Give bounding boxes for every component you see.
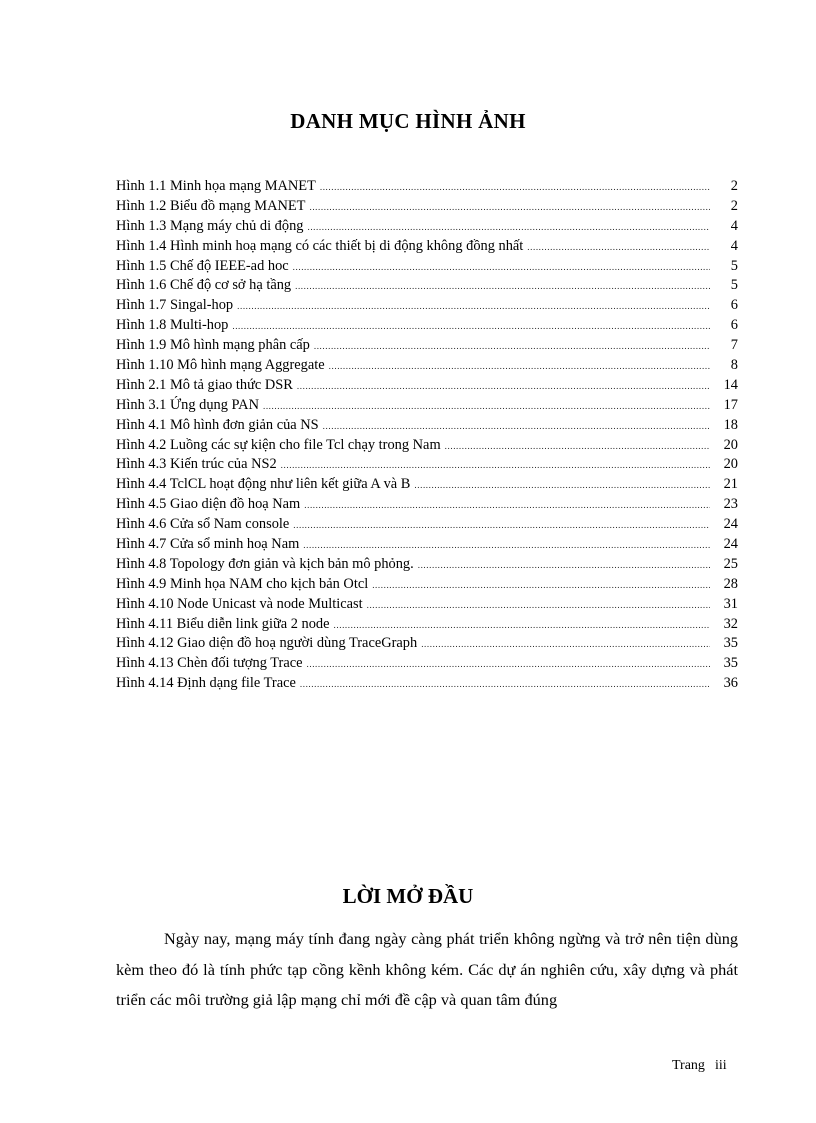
figure-entry [116,595,738,615]
figure-label: Hình 4.1 Mô hình đơn giản của NS [116,416,319,433]
footer-page-label: Trang [672,1058,705,1073]
figure-entry [116,555,738,575]
figure-entry [116,316,738,336]
figure-label: Hình 1.10 Mô hình mạng Aggregate [116,357,325,374]
dot-leader [372,576,710,596]
figure-entry [116,455,738,475]
figure-entry [116,515,738,535]
figure-page: 17 [723,396,738,413]
figure-label: Hình 4.6 Cửa sổ Nam console [116,516,290,533]
dot-leader [297,377,710,397]
figure-label: Hình 4.3 Kiến trúc của NS2 [116,456,277,473]
figure-page: 20 [723,436,738,453]
figure-entry [116,615,738,635]
figure-entry [116,475,738,495]
figure-entry [116,336,738,356]
dot-leader [367,596,710,616]
figure-entry [116,416,738,436]
preface-title: LỜI MỞ ĐẦU [342,884,474,908]
figure-list [116,177,738,694]
dot-leader [293,258,710,278]
figure-entry [116,197,738,217]
figure-label: Hình 1.2 Biểu đồ mạng MANET [116,197,306,214]
figure-entry [116,237,738,257]
figure-label: Hình 4.7 Cửa sổ minh hoạ Nam [116,536,300,553]
figure-label: Hình 4.12 Giao diện đồ hoạ người dùng TraceGraph [116,635,418,652]
figure-label: Hình 4.2 Luồng các sự kiện cho file Tcl chạy trong Nam [116,436,441,453]
figure-page: 28 [723,575,738,592]
figure-entry [116,276,738,296]
figure-entry [116,376,738,396]
figure-label: Hình 4.5 Giao diện đồ hoạ Nam [116,496,301,513]
figure-entry [116,634,738,654]
figure-page: 36 [723,675,738,692]
figure-label: Hình 4.10 Node Unicast và node Multicast [116,595,363,612]
figure-entry [116,654,738,674]
figure-label: Hình 1.1 Minh họa mạng MANET [116,178,316,194]
figure-page: 24 [723,516,738,533]
figure-page: 35 [723,655,738,672]
figure-entry [116,575,738,595]
figure-page: 2 [730,178,738,194]
page-footer [672,1058,727,1074]
figure-page: 6 [730,297,738,314]
figure-entry [116,495,738,515]
figure-page: 2 [730,197,738,214]
figure-page: 24 [723,536,738,553]
dot-leader [309,198,710,218]
figure-entry [116,177,738,197]
dot-leader [445,437,710,457]
figure-page: 35 [723,635,738,652]
figure-page: 14 [723,376,738,393]
dot-leader [307,218,710,238]
figure-page: 20 [723,456,738,473]
figure-page: 21 [723,476,738,493]
preface-paragraph: Ngày nay, mạng máy tính đang ngày càng phát triển không ngừng và trở nên tiện dùng kèm theo đó là tính phức tạp cồng kềnh không kém. Các dự án nghiên cứu, xây dựng và phát triển các môi trường giả lập mạng chỉ mới đề cập và quan tâm đúng [116,929,738,1009]
dot-leader [307,655,711,675]
figure-page: 18 [723,416,738,433]
dot-leader [414,476,710,496]
dot-leader [314,337,710,357]
dot-leader [323,417,710,437]
figure-page: 5 [730,277,738,294]
dot-leader [334,616,710,636]
dot-leader [263,397,710,417]
figure-page: 4 [730,237,738,254]
dot-leader [281,456,710,476]
figure-page: 5 [730,257,738,274]
dot-leader [237,297,710,317]
figure-label: Hình 1.9 Mô hình mạng phân cấp [116,337,310,354]
figure-label: Hình 1.8 Multi-hop [116,317,229,334]
dot-leader [295,277,710,297]
figure-entry [116,674,738,694]
dot-leader [293,516,710,536]
list-of-figures-title: DANH MỤC HÌNH ẢNH [290,109,526,133]
figure-page: 4 [730,217,738,234]
figure-label: Hình 3.1 Ứng dụng PAN [116,396,259,413]
figure-entry [116,257,738,277]
figure-label: Hình 1.6 Chế độ cơ sở hạ tầng [116,277,292,294]
figure-label: Hình 4.9 Minh họa NAM cho kịch bản Otcl [116,575,369,592]
figure-label: Hình 2.1 Mô tả giao thức DSR [116,376,293,393]
figure-label: Hình 4.4 TclCL hoạt động như liên kết giữa A và B [116,476,411,493]
figure-entry [116,396,738,416]
figure-page: 6 [730,317,738,334]
figure-label: Hình 1.3 Mạng máy chủ di động [116,217,304,234]
dot-leader [329,357,710,377]
figure-page: 23 [723,496,738,513]
figure-entry [116,296,738,316]
figure-entry [116,535,738,555]
dot-leader [527,238,710,258]
dot-leader [418,556,710,576]
figure-label: Hình 4.11 Biểu diễn link giữa 2 node [116,615,330,632]
figure-page: 25 [723,555,738,572]
dot-leader [300,675,710,695]
dot-leader [232,317,710,337]
figure-page: 31 [723,595,738,612]
figure-label: Hình 1.4 Hình minh hoạ mạng có các thiết bị di động không đồng nhất [116,237,524,254]
figure-page: 32 [723,615,738,632]
footer-page-number: iii [714,1058,727,1073]
dot-leader [320,178,710,198]
figure-page: 7 [730,337,738,354]
figure-entry [116,356,738,376]
figure-label: Hình 1.5 Chế độ IEEE-ad hoc [116,257,289,274]
figure-entry [116,217,738,237]
figure-label: Hình 1.7 Singal-hop [116,297,234,314]
dot-leader [421,635,710,655]
figure-entry [116,436,738,456]
figure-label: Hình 4.14 Định dạng file Trace [116,675,296,692]
dot-leader [304,496,710,516]
figure-page: 8 [730,357,738,374]
figure-label: Hình 4.8 Topology đơn giản và kịch bản mô phỏng. [116,555,414,572]
dot-leader [303,536,710,556]
figure-label: Hình 4.13 Chèn đối tượng Trace [116,655,303,672]
